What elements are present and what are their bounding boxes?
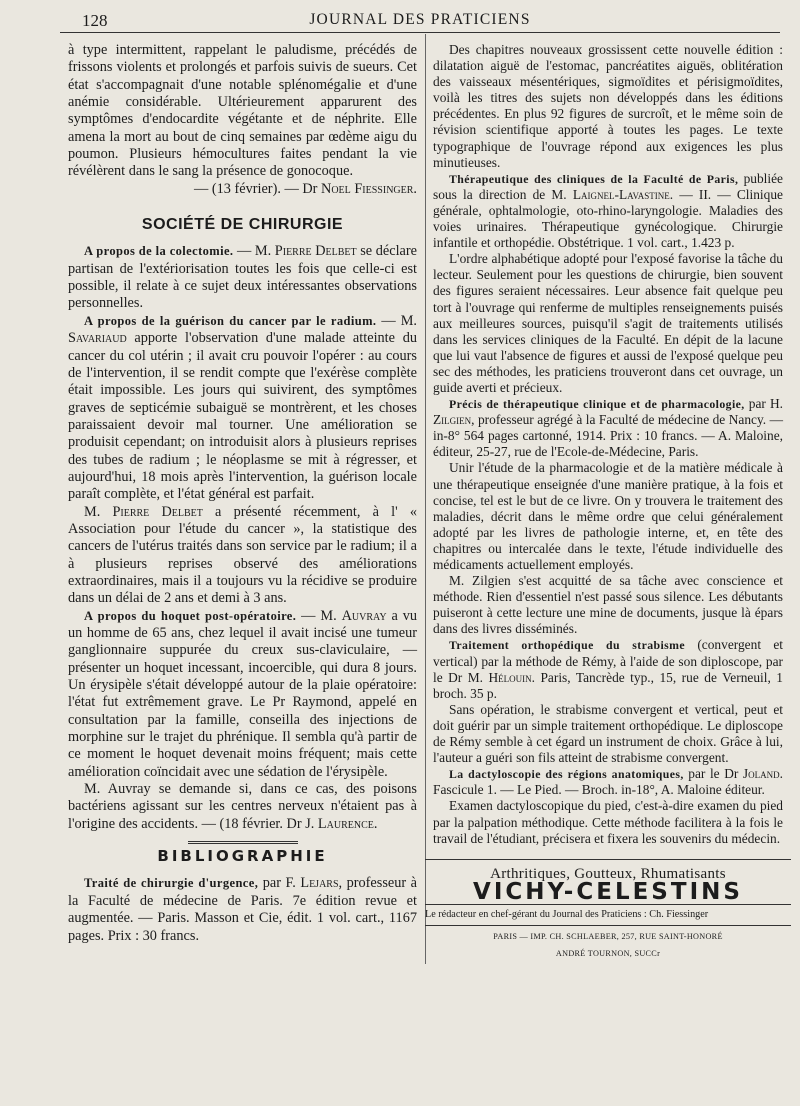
page-header — [60, 8, 780, 30]
editor-line: Le rédacteur en chef-gérant du Journal des Praticiens : Ch. Fiessinger — [425, 908, 709, 920]
traite-paragraph: Traité de chirurgie d'urgence, par F. Lejars, professeur à la Faculté de médecine de Paris. 7e édition revue et augmentée. — Paris. Masson et Cie, édit. 1 vol. cart., 1167 pages. Prix : 30 francs. — [68, 875, 417, 944]
left-column — [68, 42, 417, 945]
intro-signature: — (13 février). — Dr Noel Fiessinger. — [193, 180, 417, 197]
traite-heading: Traité de chirurgie d'urgence, — [84, 876, 259, 891]
radium-paragraph: A propos de la guérison du cancer par le radium. — M. Savariaud apporte l'observation d'une malade atteinte du cancer du col utérin ; il avait cru pouvoir l'opérer : au cours de l'intervention, il se rendit compte que l'exérèse complète était impossible. Les jours qui suivirent, des symptômes graves de septicémie subaiguë se montrèrent, et les choses paraissaient devoir mal tourner. Une amélioration se produisit cependant; on introduisit alors à plusieurs reprises des tubes de radium ; le néoplasme se mit à régresser, et aujourd'hui, 18 mois après l'intervention, la guérison locale paraît complète, et l'état général est parfait. — [68, 312, 417, 503]
advert-brand: VICHY-CELESTINS — [473, 878, 743, 905]
dactylo-paragraph: La dactyloscopie des régions anatomiques, par le Dr Joland. Fascicule 1. — Le Pied. — Broch. in-18°, A. Maloine éditeur. — [433, 766, 783, 798]
strabisme-heading: Traitement orthopédique du strabisme — [449, 638, 686, 653]
zilgien-paragraph: M. Zilgien s'est acquitté de sa tâche avec conscience et méthode. Rien d'essentiel n'est passé sous silence. Les débutants puiseront à cette lecture une mine de documents, jusque là épars dans des livres disséminés. — [433, 573, 783, 637]
unir-paragraph: Unir l'étude de la pharmacologie et de la matière médicale à une thérapeutique enseignée d'une manière pratique, à la fois et concise, tel est le but de ce livre. On y trouvera le traitement des maladies, décrit dans le même ordre que celui généralement adopté par les livres de pathologie interne, et, en tête des chapitres ou intercalée dans le texte, l'étude individuelle des médicaments actuellement employés. — [433, 460, 783, 572]
intro-paragraph: à type intermittent, rappelant le paludisme, précédés de frissons violents et prolongés et parfois suivis de sueurs. Cet état s'accompagnait d'une notable splénomégalie et d'une anémie considérable. Ultérieurement apparurent des symptômes d'endocardite végétante et de néphrite. Elle amena la mort au bout de cinq semaines par œdème aigu du poumon. Plusieurs hémocultures faites pendant la vie révélèrent dans le sang la présence de gonocoque. — [68, 42, 417, 180]
colectomie-paragraph: A propos de la colectomie. — M. Pierre Delbet se déclare partisan de l'extériorisation toutes les fois que celle-ci est possible, il relate à ce sujet deux intéressantes observations personnelles. — [68, 243, 418, 312]
dactylo-heading: La dactyloscopie des régions anatomiques, — [449, 767, 684, 782]
hoquet-paragraph: A propos du hoquet post-opératoire. — M. Auvray a vu un homme de 65 ans, chez lequel il avait incisé une tumeur ganglionnaire suppurée du creux sus-claviculaire, — présenter un hoquet incessant, incoercible, qui dura 8 jours. Un érysipèle s'était développé autour de la plaie opératoire: l'état fut extrêmement grave. Le Pr Raymond, appelé en consultation par la famille, conseilla des injections de morphine sur le trajet du phrénique. Il sembla qu'à partir de ce moment le hoquet devenait moins fréquent; mais cette amélioration coïncidait avec une sédation de l'érysipèle. — [68, 607, 417, 780]
ordre-paragraph: L'ordre alphabétique adopté pour l'exposé favorise la tâche du lecteur. Seulement pour les questions de chirurgie, bien souvent des figures seraient nécessaires. Leur absence fait quelque peu tort à l'ouvrage qui renferme de multiples renseignements puisés aux meilleures sources, puisqu'il s'agit de traitements utilisés dans les services cliniques de la Faculté. En dépit de la lacune que lui vaut l'absence de figures et aussi de l'exposé quelque peu sec des méthodes, les praticiens trouveront dans cet ouvrage, un guide averti et précieux. — [433, 251, 783, 395]
precis-heading: Précis de thérapeutique clinique et de pharmacologie, — [449, 397, 745, 412]
colectomie-heading: A propos de la colectomie. — [84, 244, 234, 259]
strabisme-paragraph: Traitement orthopédique du strabisme (convergent et vertical) par la méthode de Rémy, à l'aide de son diploscope, par le Dr M. Hélouin. Paris, Tancrède typ., 15, rue de Verneuil, 1 broch. 35 p. — [433, 637, 784, 701]
journal-title: JOURNAL DES PRATICIENS — [309, 11, 531, 28]
advert-top-rule — [425, 859, 791, 860]
bibliography-title: BIBLIOGRAPHIE — [157, 847, 328, 866]
sans-paragraph: Sans opération, le strabisme convergent et vertical, peut et doit guérir par un simple traitement orthopédique. Le diploscope de Rémy semble à cet égard un instrument de choix. Grâce à lui, l'auteur a guéri son fils atteint de strabisme convergent. — [433, 701, 783, 766]
hoquet-heading: A propos du hoquet post-opératoire. — [84, 608, 297, 623]
printer-line: PARIS — IMP. CH. SCHLAEBER, 257, RUE SAINT-HONORÉ — [493, 931, 723, 941]
right-column — [425, 42, 784, 962]
bibliography-rule — [188, 841, 298, 844]
precis-paragraph: Précis de thérapeutique clinique et de pharmacologie, par H. Zilgien, professeur agrégé à la Faculté de médecine de Nancy. — in-8° 564 pages cartonné, 1914. Prix : 10 francs. — A. Maloine, éditeur, 25-27, rue de l'Ecole-de-Médecine, Paris. — [433, 396, 784, 460]
column-divider — [425, 34, 426, 964]
radium-heading: A propos de la guérison du cancer par le radium. — [84, 313, 377, 328]
chapters-paragraph: Des chapitres nouveaux grossissent cette nouvelle édition : dilatation aiguë de l'estomac, pancréatites aiguës, oblitération des vaisseaux mésentériques, sigmoïdites et périsigmoïdites, voilà les titres des sujets non développés dans les éditions précédentes. En plus 92 figures de surcroît, et le même soin de révision scientifique apporté à toutes les pages. Le texte typographique de l'ouvrage répond aux exigences les plus minutieuses. — [433, 42, 783, 170]
auvray-paragraph: M. Auvray se demande si, dans ce cas, des poisons bactériens agissant sur les centres nerveux n'étaient pas à l'origine des accidents. — (18 février. Dr J. Laurence. — [68, 781, 417, 832]
section-title: SOCIÉTÉ DE CHIRURGIE — [141, 216, 344, 234]
advert-subtitle: Arthritiques, Goutteux, Rhumatisants — [490, 865, 726, 882]
page-number: 128 — [82, 11, 108, 30]
therapeutique-heading: Thérapeutique des cliniques de la Faculté de Paris, — [449, 171, 739, 186]
printer-successor: ANDRÉ TOURNON, SUCCr — [555, 949, 661, 959]
header-rule — [60, 32, 780, 33]
delbet-paragraph: M. Pierre Delbet a présenté récemment, à l' « Association pour l'étude du cancer », la statistique des cancers de l'utérus traités dans son service par le radium; il a à plusieurs reprises observé des améliorations extraordinaires, mais il a toujours vu la récidive se produire dans un délai de 2 ans et demi à 3 ans. — [68, 503, 417, 607]
examen-paragraph: Examen dactyloscopique du pied, c'est-à-dire examen du pied par la palpation méthodique. Cette méthode facilitera à la fois le travail de l'étudiant, précisera et fixera les souvenirs du médecin. — [433, 798, 783, 846]
editor-rule — [425, 925, 791, 926]
therapeutique-paragraph: Thérapeutique des cliniques de la Faculté de Paris, publiée sous la direction de M. Laignel-Lavastine. — II. — Clinique générale, ophtalmologie, oto-rhino-laryngologie. Maladies des voies urinaires. Thérapeutique gynécologique. Chirurgie infantile et orthopédie. Obstétrique. 1 vol. cart., 1.423 p. — [433, 170, 783, 251]
